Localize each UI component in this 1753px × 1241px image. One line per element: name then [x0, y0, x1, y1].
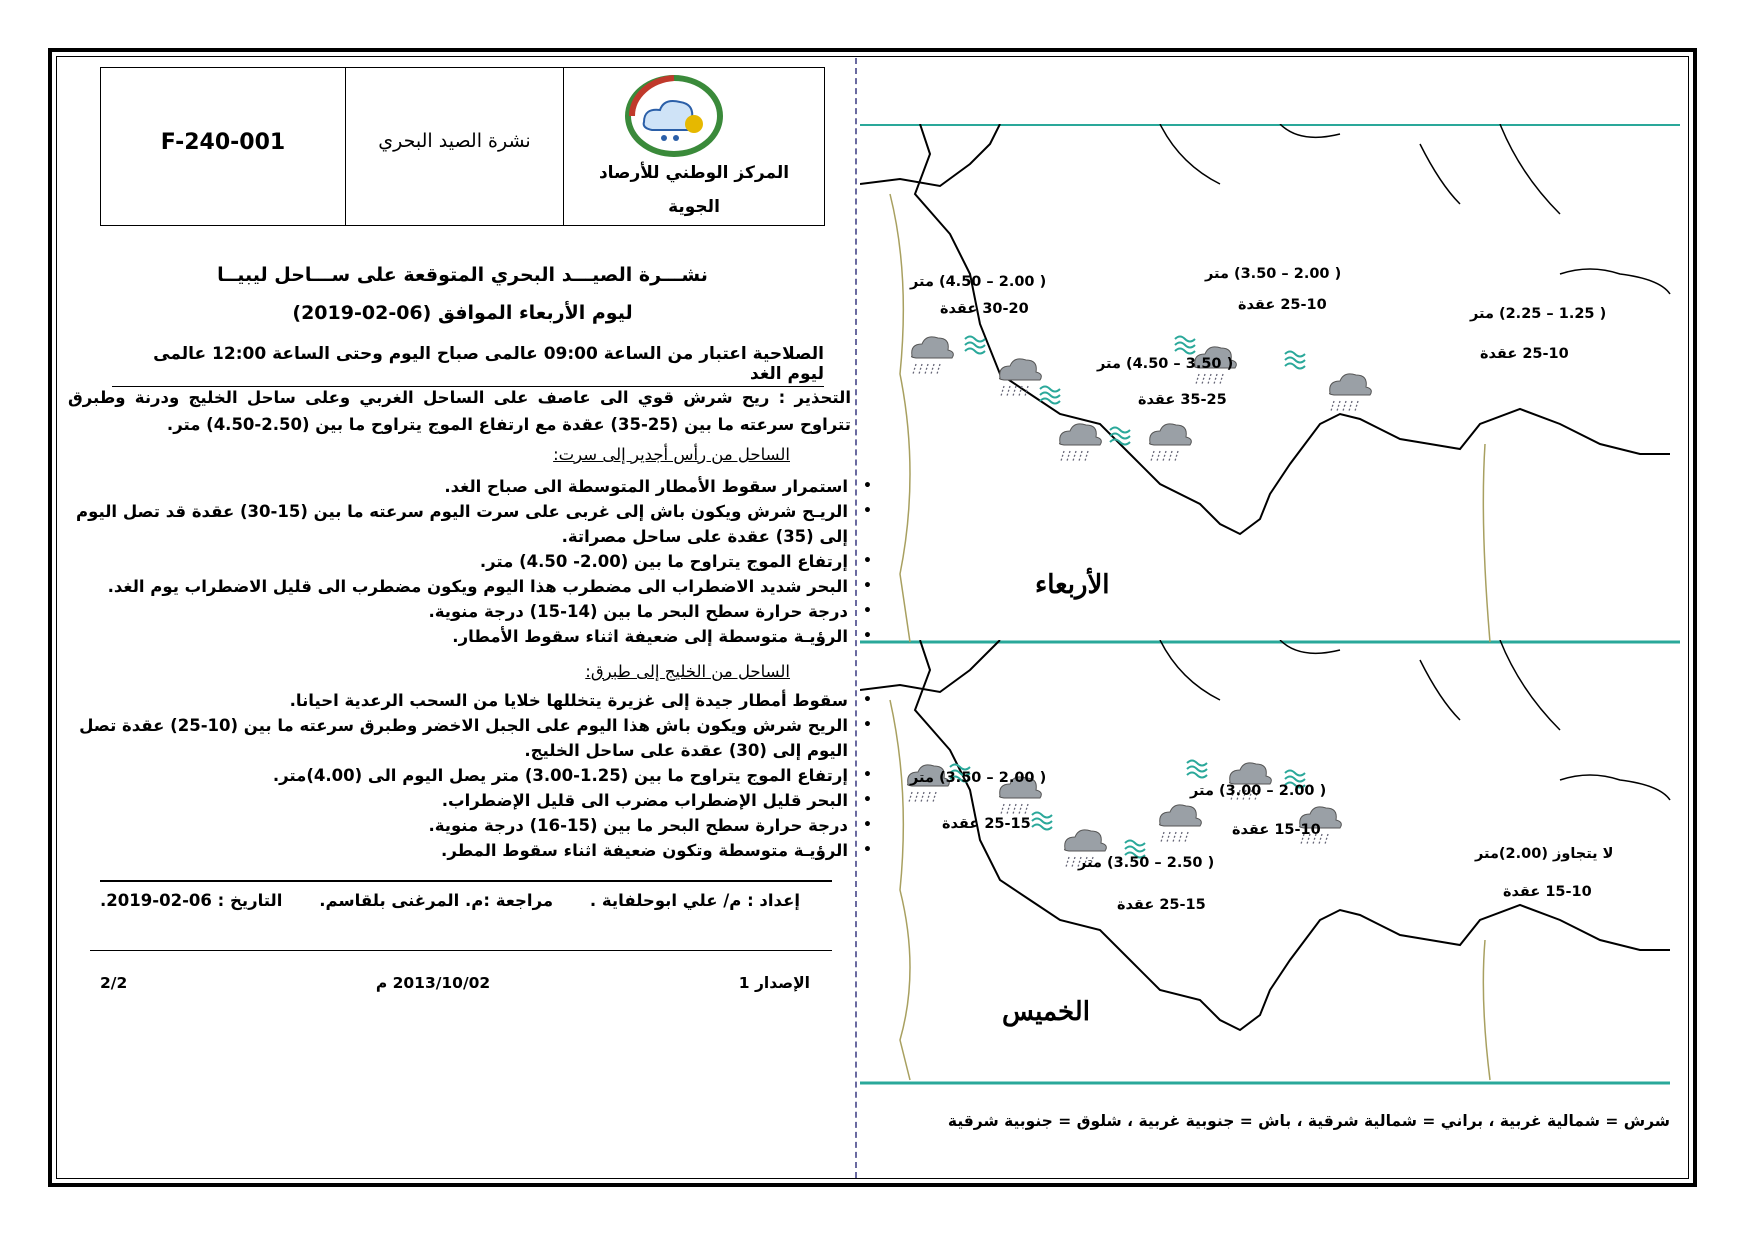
page-number: 2/2 — [100, 974, 128, 992]
org-name: المركز الوطني للأرصاد الجوية — [598, 163, 790, 217]
day-name-wed: الأربعاء — [1035, 570, 1110, 600]
map-label: 35-25 عقدة — [1138, 392, 1227, 408]
map-label: ( 2.00 – 3.50) متر — [1205, 266, 1342, 282]
list-item: • الريح شرش ويكون باش هذا اليوم على الجبل الاخضر وطبرق سرعته ما بين (10-25) عقدة تصل اليوم إلى (30) عقدة على ساحل الخليج. — [68, 713, 848, 763]
map-label: ( 1.25 – 2.25) متر — [1470, 306, 1607, 322]
list-item: • استمرار سقوط الأمطار المتوسطة الى صباح الغد. — [68, 474, 848, 499]
rain-cloud-icon — [1330, 374, 1372, 411]
map-label: 15-10 عقدة — [1503, 884, 1592, 900]
credits-rule — [100, 880, 832, 882]
rain-cloud-icon — [1150, 424, 1192, 461]
doc-code: F-240-001 — [101, 68, 346, 225]
list-item: • سقوط أمطار جيدة إلى غزيرة يتخللها خلايا من السحب الرعدية احيانا. — [68, 688, 848, 713]
map-thursday — [860, 640, 1680, 1090]
section-west-list — [68, 474, 876, 649]
map-label: ( 3.50 – 4.50) متر — [1097, 356, 1234, 372]
wave-icon — [965, 337, 985, 354]
rain-cloud-icon — [1160, 805, 1202, 842]
coastline-map-wed — [860, 124, 1680, 644]
wave-icon — [1040, 387, 1060, 404]
org-logo — [624, 74, 724, 162]
map-label: 25-15 عقدة — [942, 816, 1031, 832]
bulletin-title: نشـــرة الصيـــد البحري المتوقعة على ســـاحل ليبيــا — [217, 264, 708, 286]
coastline-map-thu — [860, 640, 1680, 1090]
wave-icon — [1175, 337, 1195, 354]
map-label: 30-20 عقدة — [940, 301, 1029, 317]
map-label: ( 2.00 – 3.50) متر — [910, 770, 1047, 786]
map-label: لا يتجاوز (2.00)متر — [1475, 846, 1614, 862]
map-label: 25-10 عقدة — [1480, 346, 1569, 362]
wave-icon — [1187, 761, 1207, 778]
map-label: ( 2.00 – 3.00) متر — [1190, 783, 1327, 799]
list-item: • الريـح شرش ويكون باش إلى غربى على سرت اليوم سرعته ما بين (15-30) عقدة قد تصل اليوم إلى (35) عقدة على ساحل مصراتة. — [68, 499, 848, 549]
wave-icon — [1285, 352, 1305, 369]
header-table — [100, 67, 825, 226]
list-item: • درجة حرارة سطح البحر ما بين (15-16) درجة منوية. — [68, 813, 848, 838]
validity-period: الصلاحية اعتبار من الساعة 09:00 عالمى صباح اليوم وحتى الساعة 12:00 عالمى ليوم الغد — [112, 344, 824, 387]
list-item: • البحر قليل الإضطراب مضرب الى قليل الإضطراب. — [68, 788, 848, 813]
footer — [100, 974, 810, 992]
list-item: • البحر شديد الاضطراب الى مضطرب هذا اليوم ويكون مضطرب الى قليل الاضطراب يوم الغد. — [68, 574, 848, 599]
issue-date: التاريخ : 06-02-2019. — [100, 891, 283, 910]
map-label: ( 2.50 – 3.50) متر — [1078, 855, 1215, 871]
list-item: • إرتفاع الموج يتراوح ما بين (2.00- 4.50) متر. — [68, 549, 848, 574]
section-east-list — [68, 688, 876, 863]
org-logo-cell — [564, 68, 824, 225]
wind-direction-legend: شرش = شمالية غربية ، براني = شمالية شرقية ، باش = جنوبية غربية ، شلوق = جنوبية شرقية — [947, 1112, 1670, 1130]
wave-icon — [1032, 813, 1052, 830]
map-label: 25-10 عقدة — [1238, 297, 1327, 313]
day-name-thu: الخميس — [1002, 997, 1090, 1027]
list-item: • درجة حرارة سطح البحر ما بين (14-15) درجة منوية. — [68, 599, 848, 624]
bulletin-date: ليوم الأربعاء الموافق (06-02-2019) — [292, 302, 633, 324]
warning-text: التحذير : ريح شرش قوي الى عاصف على الساحل الغربي وعلى ساحل الخليج ودرنة وطبرق تتراوح سرعته ما بين (25-35) عقدة مع ارتفاع الموج يتراوح ما بين (2.50-4.50) متر. — [68, 388, 851, 434]
prepared-by: إعداد : م/ علي ابوحلفاية . — [589, 891, 800, 910]
edition-date: 2013/10/02 م — [375, 974, 491, 992]
footer-rule — [90, 950, 832, 951]
rain-cloud-icon — [912, 337, 954, 374]
rain-cloud-icon — [1000, 359, 1042, 396]
edition: الإصدار 1 — [738, 974, 810, 992]
map-label: ( 2.00 – 4.50) متر — [910, 274, 1047, 290]
list-item: • الرؤيـة متوسطة إلى ضعيفة اثناء سقوط الأمطار. — [68, 624, 848, 649]
credits — [100, 891, 800, 910]
list-item: • إرتفاع الموج يتراوح ما بين (1.25-3.00) متر يصل اليوم الى (4.00)متر. — [68, 763, 848, 788]
section-west-heading: الساحل من رأس أجدير إلى سرت: — [553, 445, 790, 464]
reviewed-by: مراجعة :م. المرغنى بلقاسم. — [319, 891, 554, 910]
map-label: 25-15 عقدة — [1117, 897, 1206, 913]
map-label: 15-10 عقدة — [1232, 822, 1321, 838]
map-wednesday — [860, 124, 1680, 644]
list-item: • الرؤيـة متوسطة وتكون ضعيفة اثناء سقوط المطر. — [68, 838, 848, 863]
bulletin-name: نشرة الصيد البحري — [346, 68, 564, 225]
rain-cloud-icon — [1060, 424, 1102, 461]
section-east-heading: الساحل من الخليج إلى طبرق: — [585, 662, 790, 681]
